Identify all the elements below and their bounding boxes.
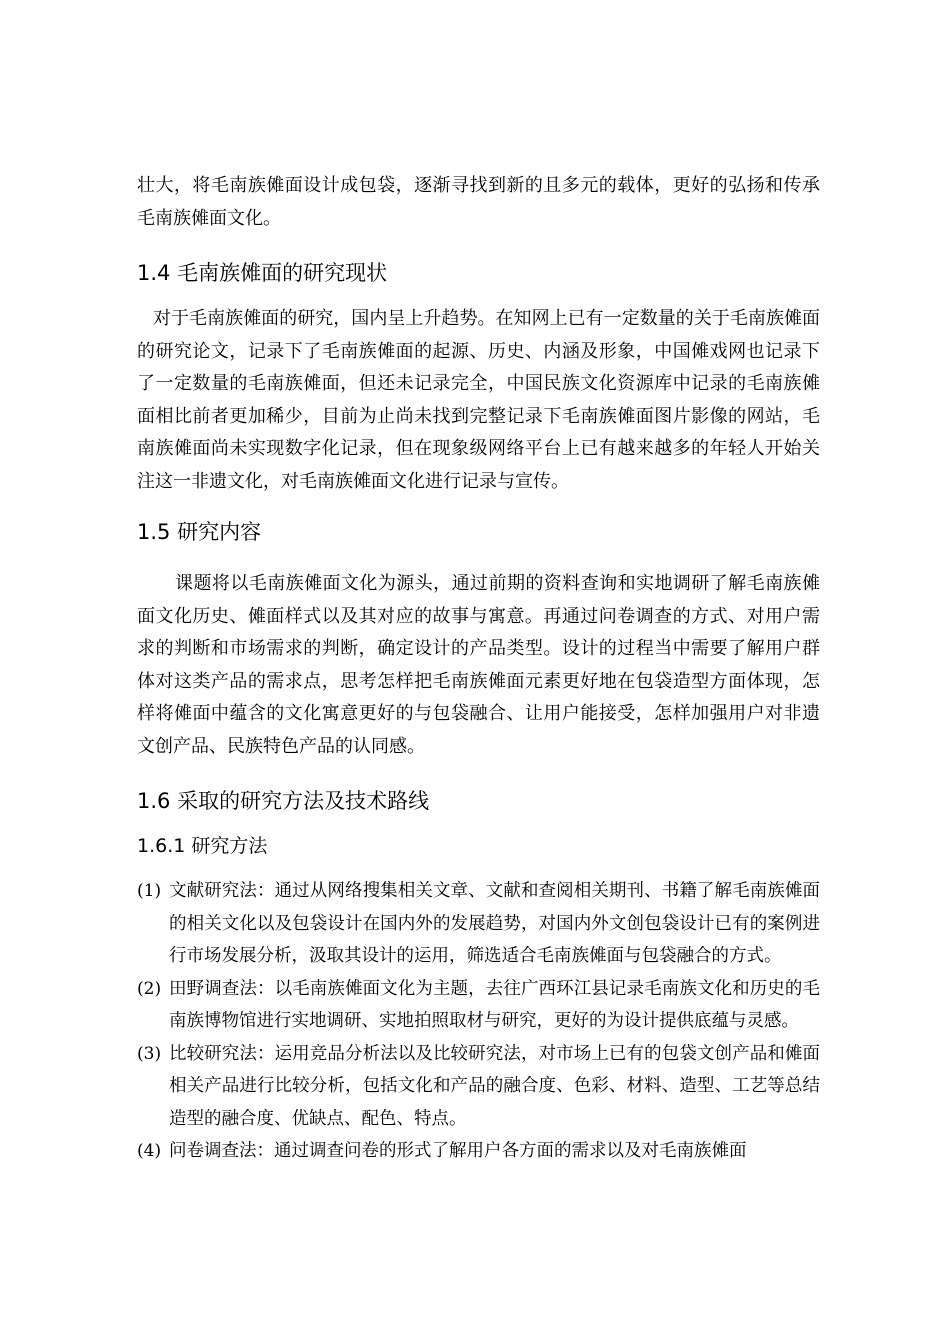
section-1-4-paragraph: 对于毛南族傩面的研究，国内呈上升趋势。在知网上已有一定数量的关于毛南族傩面的研究论文，记录下了毛南族傩面的起源、历史、内涵及形象，中国傩戏网也记录下了一定数量的毛南族傩面，但还未记录完全，中国民族文化资源库中记录的毛南族傩面相比前者更加稀少，目前为止尚未找到完整记录下毛南族傩面图片影像的网站，毛南族傩面尚未实现数字化记录，但在现象级网络平台上已有越来越多的年轻人开始关注这一非遗文化，对毛南族傩面文化进行记录与宣传。	[137, 308, 820, 492]
list-item-text: 比较研究法：运用竞品分析法以及比较研究法，对市场上已有的包袋文创产品和傩面相关产品进行比较分析，包括文化和产品的融合度、色彩、材料、造型、工艺等总结造型的融合度、优缺点、配色、特点。	[169, 1043, 820, 1129]
list-item-number: (3)	[137, 1043, 162, 1064]
section-1-5-heading: 1.5 研究内容	[137, 520, 262, 544]
list-item	[137, 1135, 820, 1168]
list-item-text: 问卷调查法：通过调查问卷的形式了解用户各方面的需求以及对毛南族傩面	[169, 1141, 747, 1161]
list-item	[137, 973, 820, 1038]
list-item-text: 田野调查法：以毛南族傩面文化为主题，去往广西环江县记录毛南族文化和历史的毛南族博物馆进行实地调研、实地拍照取材与研究，更好的为设计提供底蕴与灵感。	[169, 978, 820, 1031]
section-1-6-heading: 1.6 采取的研究方法及技术路线	[137, 789, 430, 813]
list-item-number: (1)	[137, 881, 162, 901]
section-1-5-paragraph: 课题将以毛南族傩面文化为源头，通过前期的资料查询和实地调研了解毛南族傩面文化历史、傩面样式以及其对应的故事与寓意。再通过问卷调查的方式、对用户需求的判断和市场需求的判断，确定设计的产品类型。设计的过程当中需要了解用户群体对这类产品的需求点，思考怎样把毛南族傩面元素更好地在包袋造型方面体现，怎样将傩面中蕴含的文化寓意更好的与包袋融合、让用户能接受，怎样加强用户对非遗文创产品、民族特色产品的认同感。	[137, 573, 820, 757]
research-methods-list	[137, 875, 820, 1168]
list-item-number: (2)	[137, 978, 162, 999]
list-item	[137, 1038, 820, 1136]
list-item-number: (4)	[137, 1141, 162, 1161]
list-item-text: 文献研究法：通过从网络搜集相关文章、文献和查阅相关期刊、书籍了解毛南族傩面的相关文化以及包袋设计在国内外的发展趋势，对国内外文创包袋设计已有的案例进行市场发展分析，汲取其设计的运用，筛选适合毛南族傩面与包袋融合的方式。	[169, 881, 820, 966]
list-item	[137, 875, 820, 973]
intro-paragraph: 壮大，将毛南族傩面设计成包袋，逐渐寻找到新的且多元的载体，更好的弘扬和传承毛南族傩面文化。	[137, 175, 820, 229]
section-1-4-heading: 1.4 毛南族傩面的研究现状	[137, 261, 388, 285]
section-1-6-1-heading: 1.6.1 研究方法	[137, 835, 268, 857]
